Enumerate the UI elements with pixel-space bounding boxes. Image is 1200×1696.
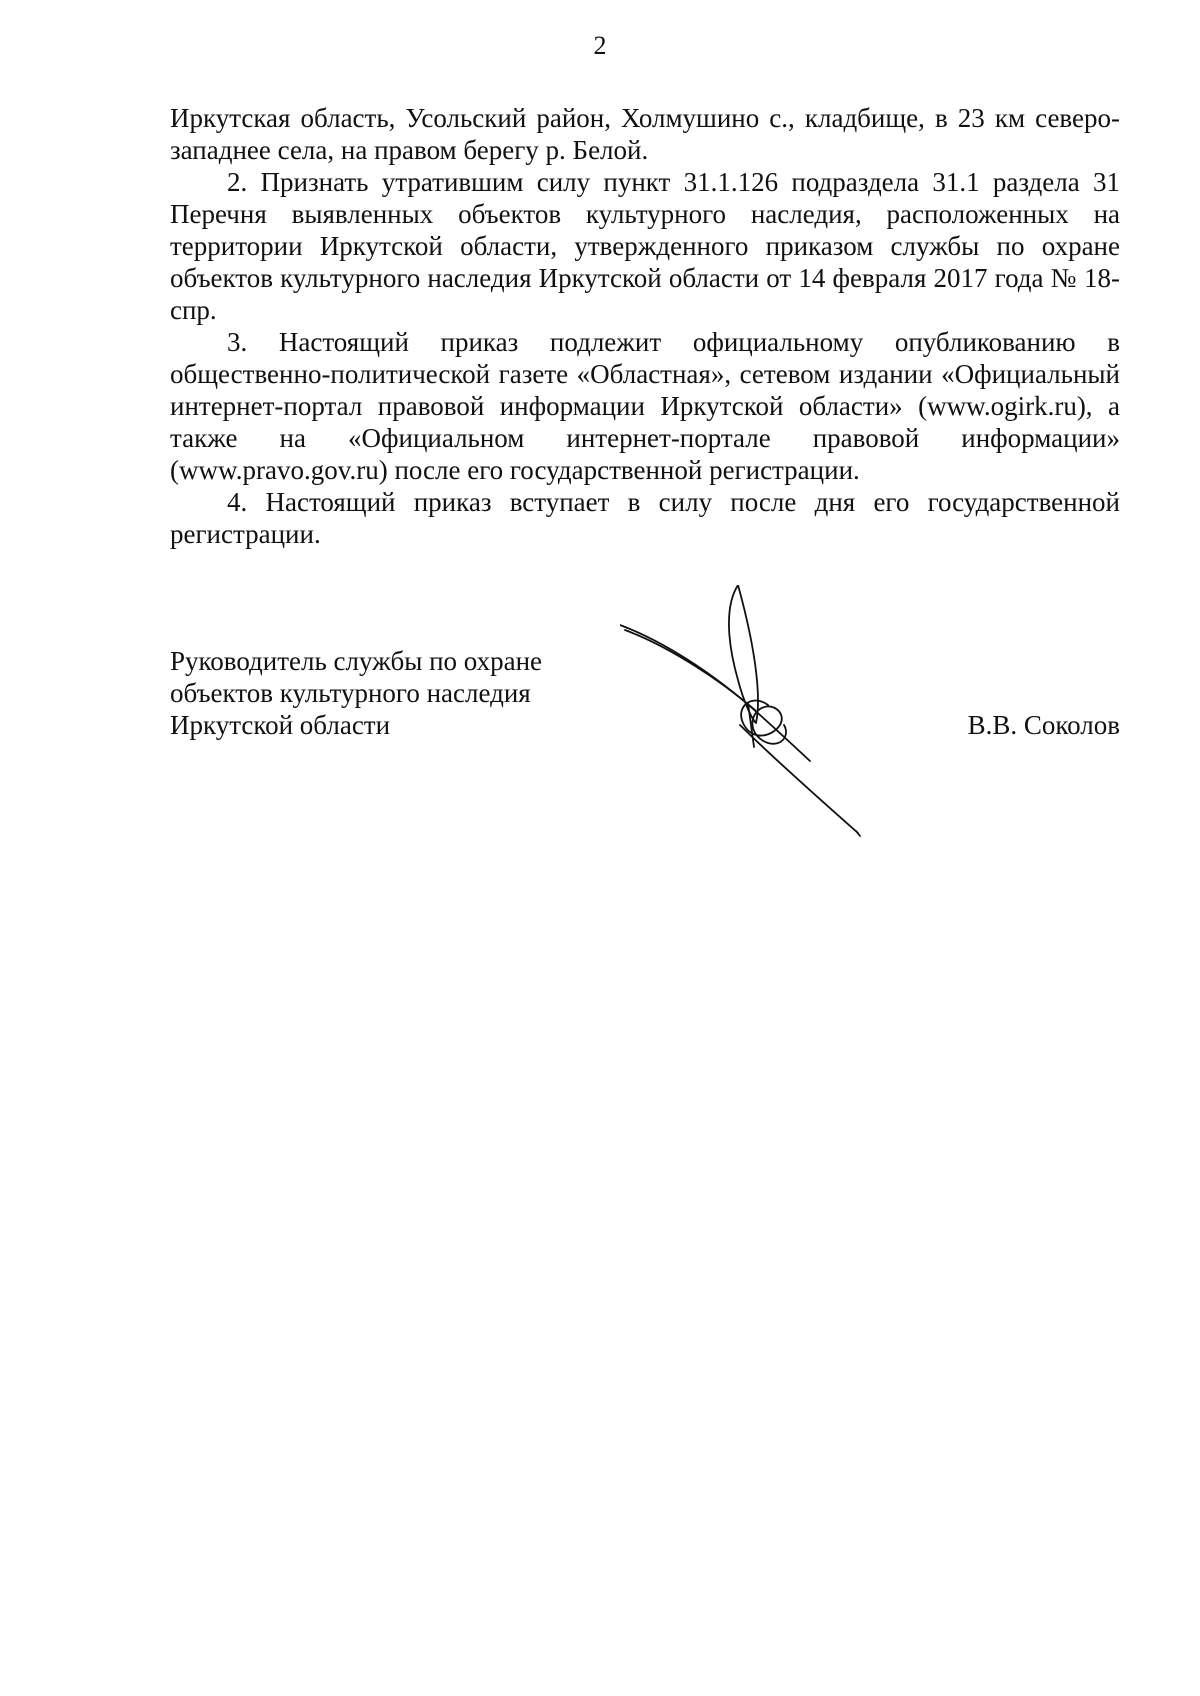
paragraph-continuation: Иркутская область, Усольский район, Холмушино с., кладбище, в 23 км северо-западнее села, на правом берегу р. Белой. — [170, 103, 1120, 165]
document-body — [170, 102, 1120, 550]
signatory-title-line: объектов культурного наследия — [170, 678, 531, 708]
signatory-title-line: Руководитель службы по охране — [170, 646, 543, 676]
handwritten-signature-icon — [620, 585, 910, 845]
signer-name: В.В. Соколов — [967, 710, 1120, 740]
paragraph-item-3: 3. Настоящий приказ подлежит официальному опубликованию в общественно-политической газете «Областная», сетевом издании «Официальный интернет-портал правовой информации Иркутской области» (www.ogirk.ru), а также на «Официальном интернет-портале правовой информации» (www.pravo.gov.ru) после его государственной регистрации. — [170, 327, 1120, 485]
paragraph-item-2: 2. Признать утратившим силу пункт 31.1.126 подраздела 31.1 раздела 31 Перечня выявленных объектов культурного наследия, расположенных на территории Иркутской области, утвержденного приказом службы по охране объектов культурного наследия Иркутской области от 14 февраля 2017 года № 18-спр. — [170, 167, 1120, 325]
paragraph-item-4: 4. Настоящий приказ вступает в силу после дня его государственной регистрации. — [170, 487, 1120, 549]
page-number: 2 — [593, 31, 607, 60]
signatory-title-line: Иркутской области — [170, 710, 391, 740]
